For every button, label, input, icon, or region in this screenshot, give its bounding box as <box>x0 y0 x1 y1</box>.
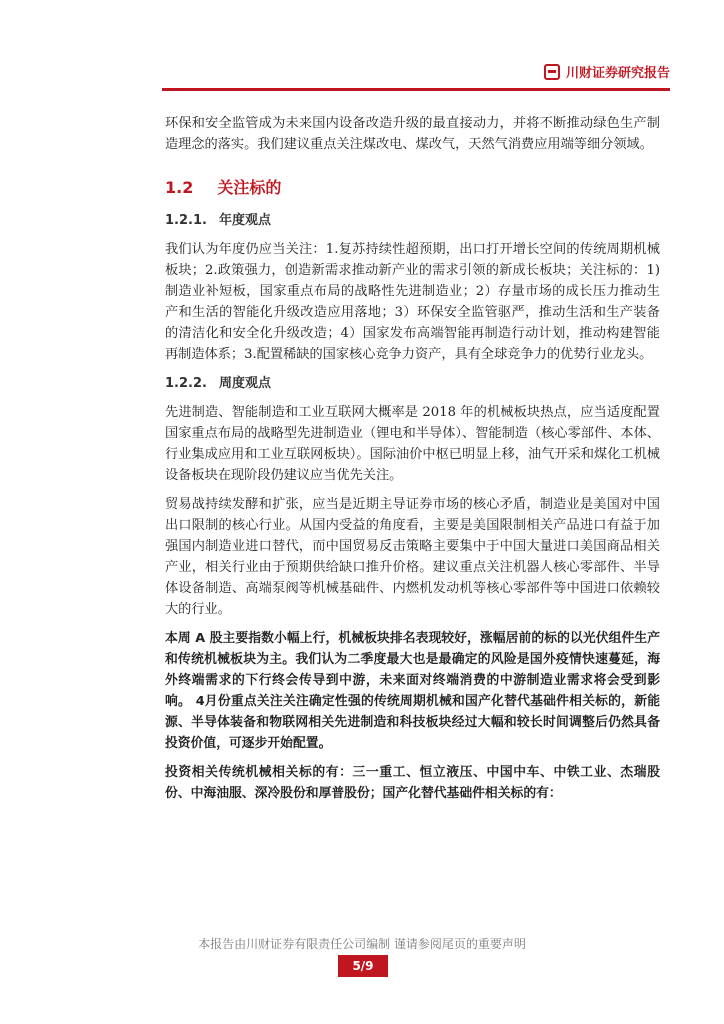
report-header <box>0 52 724 92</box>
chuancai-logo-icon <box>544 64 560 80</box>
subsection-number: 1.2.2. <box>165 376 207 391</box>
page-number: 5/9 <box>338 955 388 977</box>
subsection-heading-annual <box>165 210 660 231</box>
intro-paragraph: 环保和安全监管成为未来国内设备改造升级的最直接动力，并将不断推动绿色生产制造理念的落实。我们建议重点关注煤改电、煤改气，天然气消费应用端等细分领域。 <box>165 116 660 152</box>
subsection-heading-weekly <box>165 373 660 394</box>
annual-paragraph: 我们认为年度仍应当关注：1.复苏持续性超预期，出口打开增长空间的传统周期机械板块；2.政策强力，创造新需求推动新产业的需求引领的新成长板块；关注标的：1)制造业补短板，国家重点布局的战略性先进制造业；2）存量市场的成长压力推动生产和生活的智能化升级改造应用落地；3）环保安全监管驱严，推动生活和生产装备的清洁化和安全化升级改造；4）国家发布高端智能再制造行动计划，推动构建智能再制造体系；3.配置稀缺的国家核心竞争力资产，具有全球竞争力的优势行业龙头。 <box>165 242 660 362</box>
weekly-bold-paragraph: 本周 A 股主要指数小幅上行，机械板块排名表现较好，涨幅居前的标的以光伏组件生产和传统机械板块为主。我们认为二季度最大也是最确定的风险是国外疫情快速蔓延，海外终端需求的下行终会传导到中游，未来面对终端消费的中游制造业需求将会受到影响。 4月份重点关注关注确定性强的传统周期机械和国产化替代基础件相关标的，新能源、半导体装备和物联网相关先进制造和科技板块经过大幅和较长时间调整后仍然具备投资价值，可逐步开始配置。 <box>165 631 660 751</box>
subsection-title: 年度观点 <box>218 213 271 228</box>
section-number: 1.2 <box>165 178 194 197</box>
section-heading <box>165 177 660 198</box>
subsection-number: 1.2.1. <box>165 213 207 228</box>
section-title: 关注标的 <box>217 178 282 197</box>
brand <box>544 62 670 81</box>
header-rule <box>162 88 670 91</box>
footer-disclaimer: 本报告由川财证券有限责任公司编制 谨请参阅尾页的重要声明 <box>198 937 526 951</box>
weekly-paragraph: 先进制造、智能制造和工业互联网大概率是 2018 年的机械板块热点，应当适度配置国家重点布局的战略型先进制造业（锂电和半导体）、智能制造（核心零部件、本体、行业集成应用和工业互联网板块）。国际油价中枢已明显上移，油气开采和煤化工机械设备板块在现阶段仍建议应当优先关注。 <box>165 405 660 483</box>
weekly-paragraph: 贸易战持续发酵和扩张，应当是近期主导证券市场的核心矛盾，制造业是美国对中国出口限制的核心行业。从国内受益的角度看，主要是美国限制相关产品进口有益于加强国内制造业进口替代，而中国贸易反击策略主要集中于中国大量进口美国商品相关产业，相关行业由于预期供给缺口推升价格。建议重点关注机器人核心零部件、半导体设备制造、高端泵阀等机械基础件、内燃机发动机等核心零部件等中国进口依赖较大的行业。 <box>165 497 660 617</box>
brand-name: 川财证券研究报告 <box>565 66 670 81</box>
report-body <box>165 113 660 812</box>
weekly-bold-paragraph: 投资相关传统机械相关标的有：三一重工、恒立液压、中国中车、中铁工业、杰瑞股份、中海油服、深冷股份和厚普股份；国产化替代基础件相关标的有： <box>165 765 660 801</box>
subsection-title: 周度观点 <box>218 376 271 391</box>
